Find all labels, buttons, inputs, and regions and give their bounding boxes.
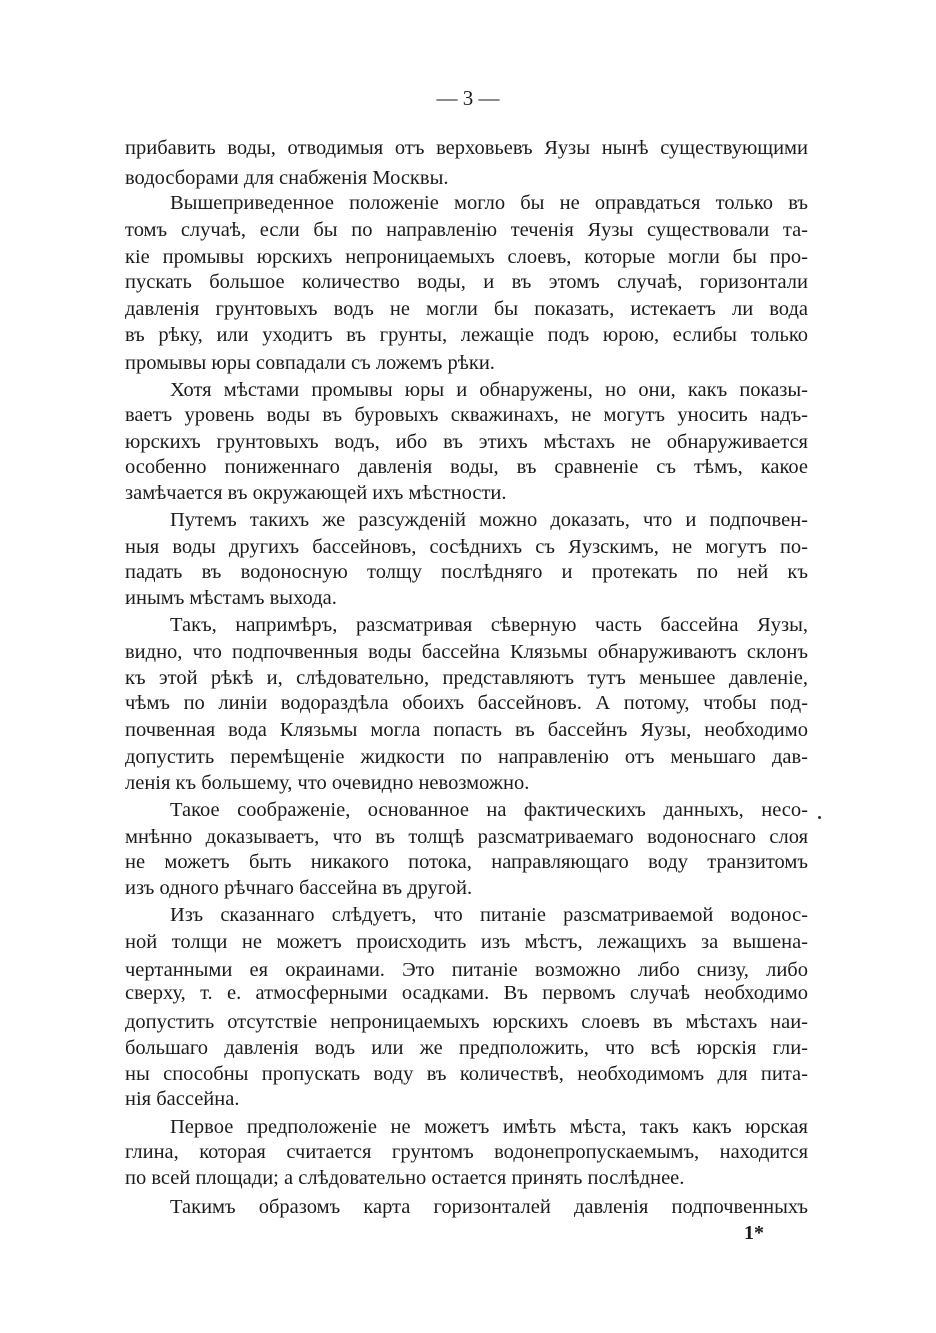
paragraph-first-line: Изъ сказаннаго слѣдуетъ, что питаніе разсматриваемой водонос- [170, 904, 808, 926]
text-line: ваетъ уровень воды въ буровыхъ скважинахъ, не могутъ уносить надъ- [125, 404, 808, 426]
signature-mark: 1* [744, 1222, 764, 1244]
print-speck [818, 816, 821, 819]
paragraph-first-line: Вышеприведенное положеніе могло бы не оправдаться только въ [170, 192, 808, 214]
text-line: чертанными ея окраинами. Это питаніе возможно либо снизу, либо [125, 959, 808, 981]
text-line: глина, которая считается грунтомъ водонепропускаемымъ, находится [125, 1141, 808, 1163]
text-line: видно, что подпочвенныя воды бассейна Клязьмы обнаруживаютъ склонъ [125, 641, 808, 663]
text-line: не можетъ быть никакого потока, направляющаго воду транзитомъ [125, 851, 808, 873]
text-line: мнѣнно доказываетъ, что въ толщѣ разсматриваемаго водоноснаго слоя [125, 826, 808, 848]
text-line: ныя воды другихъ бассейновъ, сосѣднихъ съ Яузскимъ, не могутъ по- [125, 536, 808, 558]
paragraph-first-line: Путемъ такихъ же разсужденій можно доказать, что и подпочвен- [170, 509, 808, 531]
text-line: ной толщи не можетъ происходить изъ мѣстъ, лежащихъ за вышена- [125, 931, 808, 953]
paragraph-first-line: Хотя мѣстами промывы юры и обнаружены, но они, какъ показы- [170, 379, 808, 401]
text-line: промывы юры совпадали съ ложемъ рѣки. [125, 352, 495, 374]
text-line: инымъ мѣстамъ выхода. [125, 587, 337, 609]
text-line: водосборами для снабженія Москвы. [125, 167, 449, 189]
text-line: къ этой рѣкѣ и, слѣдовательно, представляютъ тутъ меньшее давленіе, [125, 667, 808, 689]
text-line: большаго давленія водъ или же предположить, что всѣ юрскія гли- [125, 1037, 808, 1059]
text-line: допустить перемѣщеніе жидкости по направленію отъ меньшаго дав- [125, 746, 808, 768]
text-line: особенно пониженнаго давленія воды, въ сравненіе съ тѣмъ, какое [125, 456, 808, 478]
text-line: падать въ водоносную толщу послѣдняго и протекать по ней къ [125, 561, 808, 583]
paragraph-first-line: Такимъ образомъ карта горизонталей давленія подпочвенныхъ [170, 1196, 808, 1218]
text-line: ленія къ большему, что очевидно невозможно. [125, 772, 530, 794]
text-line: томъ случаѣ, если бы по направленію теченія Яузы существовали та- [125, 219, 808, 241]
paragraph-first-line: Такое соображеніе, основанное на фактическихъ данныхъ, несо- [170, 799, 808, 821]
text-line: ны способны пропускать воду въ количествѣ, необходимомъ для пита- [125, 1063, 808, 1085]
text-line: нія бассейна. [125, 1088, 240, 1110]
page-number: — 3 — [436, 86, 500, 110]
text-line: прибавить воды, отводимыя отъ верховьевъ Яузы нынѣ существующими [125, 137, 808, 159]
text-line: почвенная вода Клязьмы могла попасть въ бассейнъ Яузы, необходимо [125, 719, 808, 741]
text-line: чѣмъ по линіи водораздѣла обоихъ бассейновъ. А потому, чтобы под- [125, 692, 808, 714]
text-line: въ рѣку, или уходитъ въ грунты, лежащіе подъ юрою, еслибы только [125, 324, 808, 346]
text-line: изъ одного рѣчнаго бассейна въ другой. [125, 877, 473, 899]
paragraph-first-line: Первое предположеніе не можетъ имѣть мѣста, такъ какъ юрская [170, 1116, 808, 1138]
text-line: кіе промывы юрскихъ непроницаемыхъ слоевъ, которые могли бы про- [125, 246, 808, 268]
text-line: юрскихъ грунтовыхъ водъ, ибо въ этихъ мѣстахъ не обнаруживается [125, 431, 808, 453]
text-line: сверху, т. е. атмосферными осадками. Въ первомъ случаѣ необходимо [125, 982, 808, 1004]
text-line: допустить отсутствіе непроницаемыхъ юрскихъ слоевъ въ мѣстахъ наи- [125, 1011, 808, 1033]
text-line: пускать большое количество воды, и въ этомъ случаѣ, горизонтали [125, 271, 808, 293]
paragraph-first-line: Такъ, напримѣръ, разсматривая сѣверную часть бассейна Яузы, [170, 614, 808, 636]
text-line: давленія грунтовыхъ водъ не могли бы показать, истекаетъ ли вода [125, 298, 808, 320]
text-line: замѣчается въ окружающей ихъ мѣстности. [125, 482, 507, 504]
text-line: по всей площади; а слѣдовательно остается принять послѣднее. [125, 1167, 685, 1189]
